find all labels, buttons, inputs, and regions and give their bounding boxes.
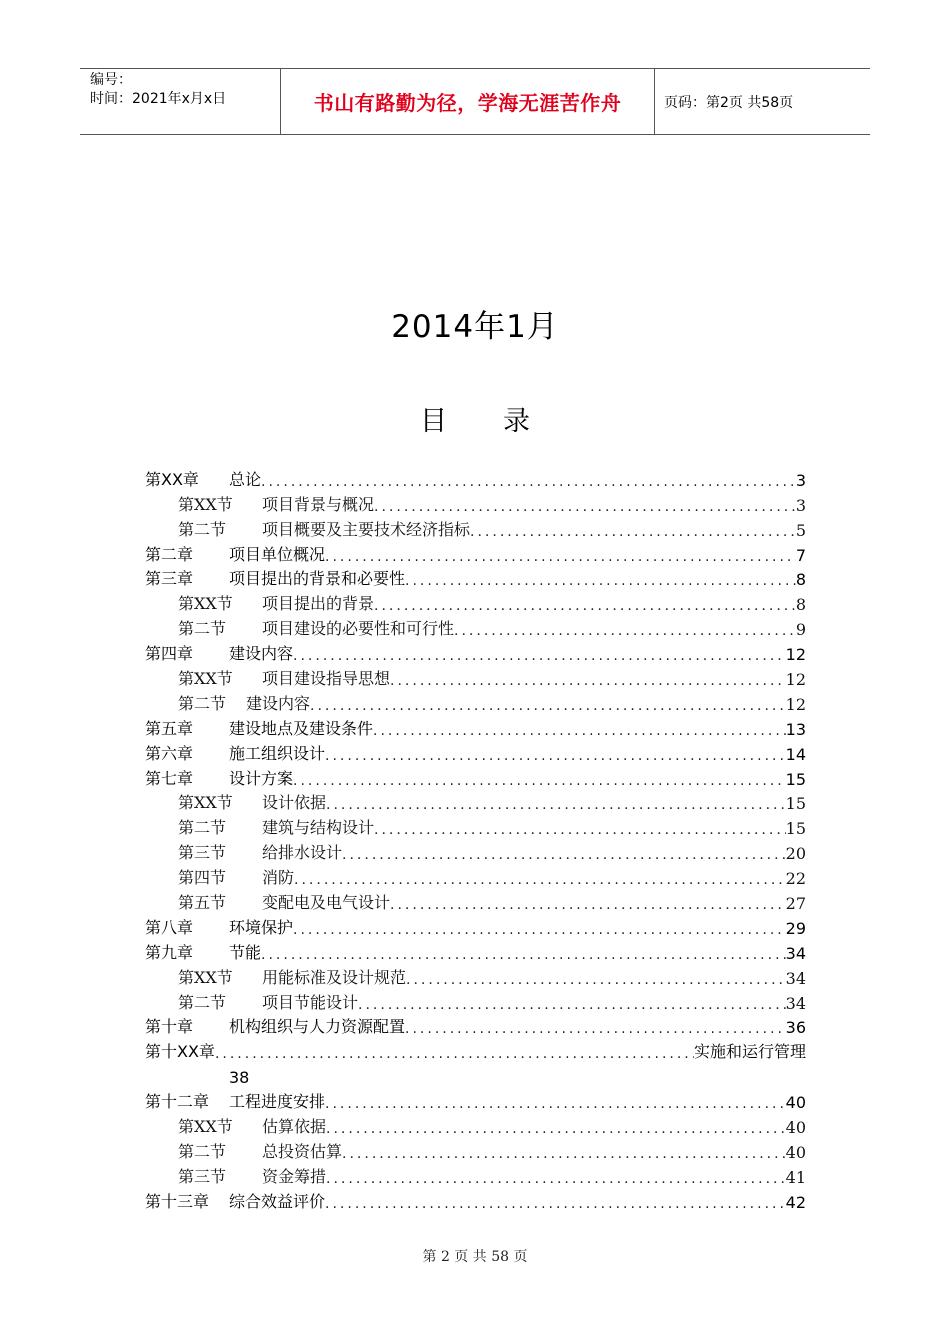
toc-entry-number: 第XX节	[178, 793, 233, 813]
toc-title-char-1: 目	[420, 406, 447, 437]
toc-entry-title: 估算依据	[262, 1117, 327, 1137]
toc-chapter-entry[interactable]	[145, 639, 806, 664]
toc-entry-title: 总投资估算	[262, 1141, 343, 1161]
toc-entry-page: 20	[785, 844, 806, 864]
toc-entry-page: 22	[785, 869, 806, 889]
toc-leader-dots	[325, 549, 796, 565]
toc-section-entry[interactable]	[145, 1112, 806, 1137]
doc-date-label: 时间：2021年x月x日	[90, 91, 227, 107]
toc-chapter-entry[interactable]	[145, 540, 806, 565]
toc-leader-dots	[454, 623, 796, 639]
toc-chapter-entry[interactable]	[145, 739, 806, 764]
toc-entry-page: 5	[795, 520, 806, 540]
toc-entry-title: 用能标准及设计规范	[262, 967, 407, 987]
toc-leader-dots	[310, 698, 786, 714]
toc-leader-dots	[325, 1096, 786, 1112]
toc-leader-dots	[293, 773, 786, 789]
toc-leader-dots	[342, 847, 786, 863]
header-page-cell	[655, 69, 870, 134]
toc-section-entry[interactable]	[145, 614, 806, 639]
header-motto-cell	[281, 69, 655, 134]
toc-entry-title: 项目建设指导思想	[262, 669, 391, 689]
toc-entry-page: 15	[785, 769, 806, 789]
toc-entry-number: 第四节	[178, 868, 227, 888]
toc-leader-dots	[326, 797, 786, 813]
toc-section-entry[interactable]	[145, 515, 806, 540]
toc-leader-dots	[215, 1046, 694, 1062]
toc-entry-number: 第六章	[145, 743, 194, 763]
toc-section-entry[interactable]	[145, 490, 806, 515]
toc-entry-title: 项目提出的背景和必要性	[229, 569, 406, 589]
toc-section-entry[interactable]	[145, 589, 806, 614]
toc-leader-dots	[293, 922, 786, 938]
toc-chapter-entry[interactable]	[145, 1087, 806, 1112]
toc-entry-page: 29	[785, 918, 806, 938]
toc-entry-page: 7	[795, 545, 806, 565]
toc-entry-number: 第七章	[145, 768, 194, 788]
toc-title-char-2: 录	[503, 406, 530, 437]
toc-entry-page: 8	[795, 570, 806, 590]
toc-leader-dots	[405, 1021, 786, 1037]
toc-leader-dots	[326, 1171, 786, 1187]
toc-entry-page: 8	[795, 595, 806, 615]
toc-entry-title: 给排水设计	[262, 843, 343, 863]
toc-entry-number: 第XX节	[178, 669, 233, 689]
toc-chapter-entry[interactable]	[145, 1013, 806, 1038]
toc-entry-number: 第十章	[145, 1017, 194, 1037]
toc-leader-dots	[325, 748, 786, 764]
toc-entry-number: 第十XX章	[145, 1042, 215, 1062]
toc-entry-title: 机构组织与人力资源配置	[229, 1017, 406, 1037]
toc-entry-number: 第二节	[178, 693, 227, 713]
toc-entry-title: 建设内容	[229, 644, 294, 664]
toc-leader-dots	[374, 822, 786, 838]
toc-entry-title: 总论	[229, 469, 262, 489]
toc-leader-dots	[342, 1146, 786, 1162]
toc-entry-page: 9	[795, 620, 806, 640]
toc-entry-number: 第三节	[178, 1166, 227, 1186]
toc-entry-title: 项目节能设计	[262, 992, 359, 1012]
toc-section-entry[interactable]	[145, 863, 806, 888]
toc-section-entry[interactable]	[145, 1162, 806, 1187]
toc-entry-title: 实施和运行管理	[693, 1042, 806, 1062]
toc-entry-title: 综合效益评价	[229, 1191, 326, 1211]
toc-chapter-entry[interactable]	[145, 565, 806, 590]
toc-chapter-entry[interactable]	[145, 1187, 806, 1212]
toc-leader-dots	[374, 598, 796, 614]
toc-section-entry[interactable]	[145, 664, 806, 689]
toc-entry-page: 27	[785, 894, 806, 914]
toc-entry-number: 第二节	[178, 619, 227, 639]
page-footer: 第 2 页 共 58 页	[422, 1249, 528, 1265]
toc-entry-number: 第十三章	[145, 1191, 210, 1211]
toc-entry-page: 40	[785, 1142, 806, 1162]
toc-entry-page: 12	[785, 670, 806, 690]
toc-leader-dots	[406, 972, 786, 988]
toc-entry-title: 消防	[262, 868, 295, 888]
toc-entry-number: 第XX节	[178, 594, 233, 614]
toc-entry-title: 环境保护	[229, 917, 294, 937]
toc-entry-title: 建筑与结构设计	[262, 818, 375, 838]
toc-chapter-entry[interactable]	[145, 714, 806, 739]
toc-entry-title: 项目单位概况	[229, 544, 326, 564]
toc-entry-page: 12	[785, 645, 806, 665]
toc-leader-dots	[390, 673, 786, 689]
toc-leader-dots	[261, 947, 786, 963]
toc-leader-dots	[390, 897, 786, 913]
toc-entry-page: 40	[785, 1093, 806, 1113]
toc-section-entry[interactable]	[145, 888, 806, 913]
toc-entry-number: 第四章	[145, 644, 194, 664]
toc-entry-number: 第八章	[145, 917, 194, 937]
toc-entry-page: 34	[785, 968, 806, 988]
toc-entry-page: 34	[785, 993, 806, 1013]
toc-entry-page: 12	[785, 694, 806, 714]
toc-entry-title: 变配电及电气设计	[262, 893, 391, 913]
toc-entry-number: 第十二章	[145, 1092, 210, 1112]
toc-entry-page: 14	[785, 744, 806, 764]
toc-leader-dots	[358, 997, 786, 1013]
toc-entry-title: 设计方案	[229, 768, 294, 788]
toc-entry-number: 第XX节	[178, 1117, 233, 1137]
header-info-cell	[80, 69, 281, 134]
toc-entry-title: 节能	[229, 942, 262, 962]
toc-section-entry[interactable]	[145, 963, 806, 988]
toc-chapter-entry[interactable]	[145, 913, 806, 938]
doc-code-label: 编号：	[90, 72, 132, 88]
toc-leader-dots	[326, 1121, 786, 1137]
toc-entry-title: 设计依据	[262, 793, 327, 813]
date-title: 2014年1月	[391, 309, 559, 345]
toc-entry-number: 第XX节	[178, 494, 233, 514]
toc-entry-title: 项目建设的必要性和可行性	[262, 619, 455, 639]
toc-entry-title: 建设内容	[246, 693, 311, 713]
toc-entry-number: 第三章	[145, 569, 194, 589]
motto-text: 书山有路勤为径，学海无涯苦作舟	[313, 91, 622, 115]
toc-title	[0, 399, 950, 438]
toc-entry-title: 项目背景与概况	[262, 494, 375, 514]
toc-entry-title: 项目提出的背景	[262, 594, 375, 614]
toc-entry-number: 第二节	[178, 992, 227, 1012]
toc-entry-number: 第二节	[178, 1141, 227, 1161]
toc-entry-number: 第三节	[178, 843, 227, 863]
toc-section-entry[interactable]	[145, 1137, 806, 1162]
toc-section-entry[interactable]	[145, 789, 806, 814]
toc-entry-number: 第二节	[178, 818, 227, 838]
toc-entry-title: 建设地点及建设条件	[229, 718, 374, 738]
toc-entry-page: 3	[795, 470, 806, 490]
table-of-contents	[145, 465, 806, 1212]
toc-entry-title: 工程进度安排	[229, 1092, 326, 1112]
toc-leader-dots	[373, 723, 786, 739]
toc-leader-dots	[261, 474, 796, 490]
toc-entry-title: 资金筹措	[262, 1166, 327, 1186]
toc-entry-continuation	[145, 1062, 806, 1087]
toc-entry-page: 42	[785, 1192, 806, 1212]
toc-entry-page: 13	[785, 719, 806, 739]
toc-section-entry[interactable]	[145, 988, 806, 1013]
toc-section-entry[interactable]	[145, 838, 806, 863]
toc-entry-title: 施工组织设计	[229, 743, 326, 763]
toc-entry-number: 第二节	[178, 519, 227, 539]
toc-entry-page: 3	[795, 495, 806, 515]
toc-entry-number: 第五节	[178, 893, 227, 913]
toc-chapter-entry[interactable]	[145, 764, 806, 789]
toc-chapter-entry[interactable]	[145, 465, 806, 490]
toc-leader-dots	[374, 499, 796, 515]
toc-entry-number: 第五章	[145, 718, 194, 738]
toc-leader-dots	[470, 524, 796, 540]
toc-entry-number: 第二章	[145, 544, 194, 564]
toc-entry-title: 项目概要及主要技术经济指标	[262, 519, 471, 539]
toc-entry-number: 第九章	[145, 942, 194, 962]
toc-entry-page: 40	[785, 1118, 806, 1138]
toc-entry[interactable]	[145, 1037, 806, 1062]
toc-section-entry[interactable]	[145, 689, 806, 714]
toc-entry-page: 34	[785, 943, 806, 963]
toc-entry-page: 41	[785, 1167, 806, 1187]
header-page-label: 页码：第2页 共58页	[664, 94, 794, 111]
toc-leader-dots	[294, 872, 786, 888]
toc-entry-number: 第XX章	[145, 469, 199, 489]
toc-leader-dots	[293, 648, 786, 664]
toc-entry-page: 15	[785, 794, 806, 814]
page-header	[80, 68, 870, 135]
toc-leader-dots	[405, 573, 796, 589]
toc-entry-number: 第XX节	[178, 967, 233, 987]
toc-section-entry[interactable]	[145, 813, 806, 838]
toc-leader-dots	[325, 1196, 786, 1212]
toc-entry-page: 38	[229, 1068, 250, 1088]
toc-entry-page: 15	[785, 819, 806, 839]
toc-entry-page: 36	[785, 1018, 806, 1038]
toc-chapter-entry[interactable]	[145, 938, 806, 963]
